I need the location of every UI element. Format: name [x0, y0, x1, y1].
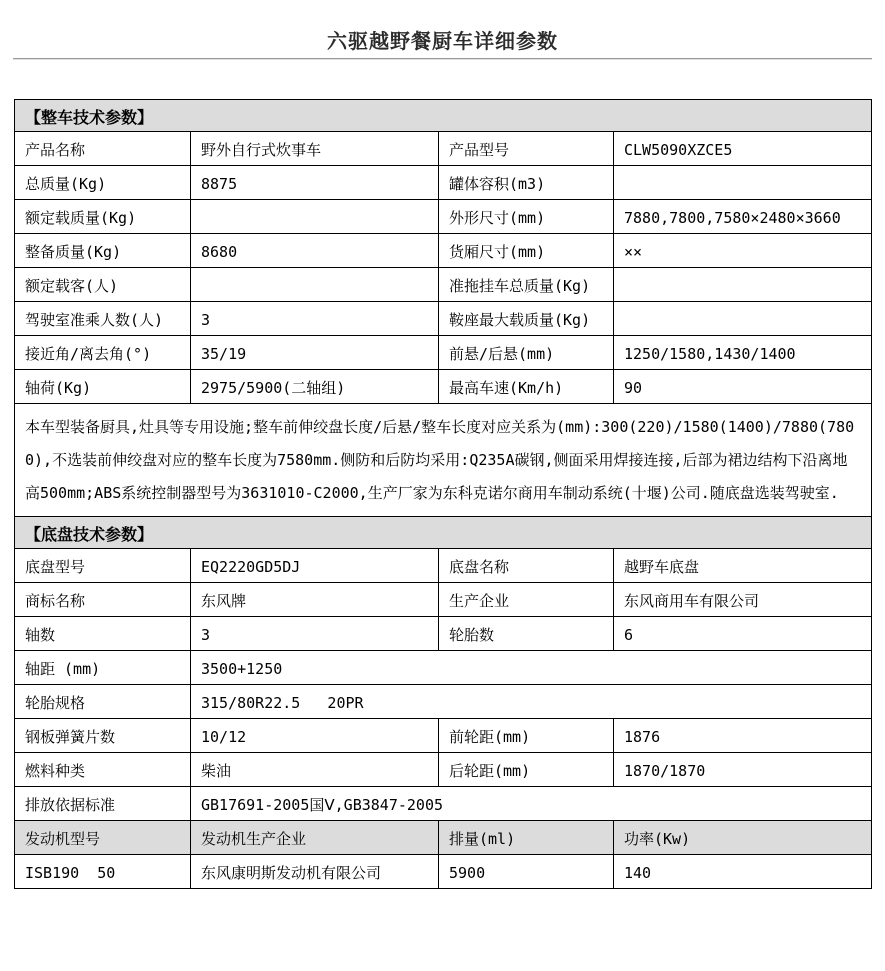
spec-label: 底盘名称 [439, 549, 614, 583]
title-divider [13, 58, 872, 60]
table-row [15, 549, 872, 583]
spec-value [614, 302, 872, 336]
spec-value: 3 [191, 617, 439, 651]
spec-value: GB17691-2005国Ⅴ,GB3847-2005 [191, 787, 872, 821]
engine-col-header: 排量(ml) [439, 821, 614, 855]
spec-value: ×× [614, 234, 872, 268]
spec-value: 东风商用车有限公司 [614, 583, 872, 617]
spec-label: 燃料种类 [15, 753, 191, 787]
spec-label: 前轮距(mm) [439, 719, 614, 753]
spec-label: 后轮距(mm) [439, 753, 614, 787]
spec-value: 越野车底盘 [614, 549, 872, 583]
spec-label: 准拖挂车总质量(Kg) [439, 268, 614, 302]
table-row [15, 132, 872, 166]
spec-label: 钢板弹簧片数 [15, 719, 191, 753]
table-row [15, 753, 872, 787]
spec-value: 3500+1250 [191, 651, 872, 685]
spec-label: 鞍座最大载质量(Kg) [439, 302, 614, 336]
table-row [15, 166, 872, 200]
spec-value: 1250/1580,1430/1400 [614, 336, 872, 370]
spec-value [614, 166, 872, 200]
spec-label: 最高车速(Km/h) [439, 370, 614, 404]
page-header [0, 0, 885, 53]
chassis-section-title: 【底盘技术参数】 [15, 517, 872, 549]
spec-label: 商标名称 [15, 583, 191, 617]
spec-value: 90 [614, 370, 872, 404]
engine-col-header: 功率(Kw) [614, 821, 872, 855]
spec-value: 3 [191, 302, 439, 336]
spec-value [191, 200, 439, 234]
engine-value: 140 [614, 855, 872, 889]
chassis-section-header-row [15, 517, 872, 549]
spec-value: 315/80R22.5 20PR [191, 685, 872, 719]
spec-label: 轮胎数 [439, 617, 614, 651]
spec-label: 接近角/离去角(°) [15, 336, 191, 370]
vehicle-section-title: 【整车技术参数】 [15, 100, 872, 132]
vehicle-section-header-row [15, 100, 872, 132]
spec-label: 前悬/后悬(mm) [439, 336, 614, 370]
spec-value: 1870/1870 [614, 753, 872, 787]
spec-value: 8875 [191, 166, 439, 200]
table-row [15, 268, 872, 302]
spec-value: 野外自行式炊事车 [191, 132, 439, 166]
engine-value: 5900 [439, 855, 614, 889]
spec-value [614, 268, 872, 302]
table-row [15, 336, 872, 370]
table-row [15, 651, 872, 685]
spec-label: 额定载客(人) [15, 268, 191, 302]
table-row [15, 302, 872, 336]
spec-label: 整备质量(Kg) [15, 234, 191, 268]
spec-label: 轴距 (mm) [15, 651, 191, 685]
spec-value [191, 268, 439, 302]
spec-value: 柴油 [191, 753, 439, 787]
spec-label: 货厢尺寸(mm) [439, 234, 614, 268]
vehicle-note: 本车型装备厨具,灶具等专用设施;整车前伸绞盘长度/后悬/整车长度对应关系为(mm):300(220)/1580(1400)/7880(7800),不选装前伸绞盘对应的整车长度为7580mm.侧防和后防均采用:Q235A碳钢,侧面采用焊接连接,后部为裙边结构下沿离地高500mm;ABS系统控制器型号为3631010-C2000,生产厂家为东科克诺尔商用车制动系统(十堰)公司.随底盘选装驾驶室. [15, 404, 872, 517]
spec-label: 生产企业 [439, 583, 614, 617]
spec-label: 轴荷(Kg) [15, 370, 191, 404]
table-row [15, 234, 872, 268]
table-row [15, 685, 872, 719]
table-row [15, 370, 872, 404]
spec-value: CLW5090XZCE5 [614, 132, 872, 166]
spec-value: 1876 [614, 719, 872, 753]
spec-label: 轮胎规格 [15, 685, 191, 719]
spec-label: 轴数 [15, 617, 191, 651]
spec-value: 35/19 [191, 336, 439, 370]
spec-label: 驾驶室准乘人数(人) [15, 302, 191, 336]
spec-value: 6 [614, 617, 872, 651]
engine-col-header: 发动机生产企业 [191, 821, 439, 855]
spec-value: EQ2220GD5DJ [191, 549, 439, 583]
spec-label: 总质量(Kg) [15, 166, 191, 200]
engine-value: ISB190 50 [15, 855, 191, 889]
engine-value: 东风康明斯发动机有限公司 [191, 855, 439, 889]
spec-label: 罐体容积(m3) [439, 166, 614, 200]
spec-label: 外形尺寸(mm) [439, 200, 614, 234]
engine-header-row [15, 821, 872, 855]
spec-label: 额定载质量(Kg) [15, 200, 191, 234]
page-title: 六驱越野餐厨车详细参数 [327, 29, 558, 53]
table-row [15, 787, 872, 821]
spec-value: 2975/5900(二轴组) [191, 370, 439, 404]
table-row [15, 617, 872, 651]
table-row [15, 583, 872, 617]
spec-value: 7880,7800,7580×2480×3660 [614, 200, 872, 234]
spec-label: 产品型号 [439, 132, 614, 166]
spec-value: 东风牌 [191, 583, 439, 617]
spec-label: 排放依据标准 [15, 787, 191, 821]
spec-table [14, 99, 872, 889]
engine-data-row [15, 855, 872, 889]
table-row [15, 200, 872, 234]
spec-value: 8680 [191, 234, 439, 268]
engine-col-header: 发动机型号 [15, 821, 191, 855]
vehicle-note-row [15, 404, 872, 517]
table-row [15, 719, 872, 753]
spec-label: 产品名称 [15, 132, 191, 166]
spec-value: 10/12 [191, 719, 439, 753]
spec-label: 底盘型号 [15, 549, 191, 583]
